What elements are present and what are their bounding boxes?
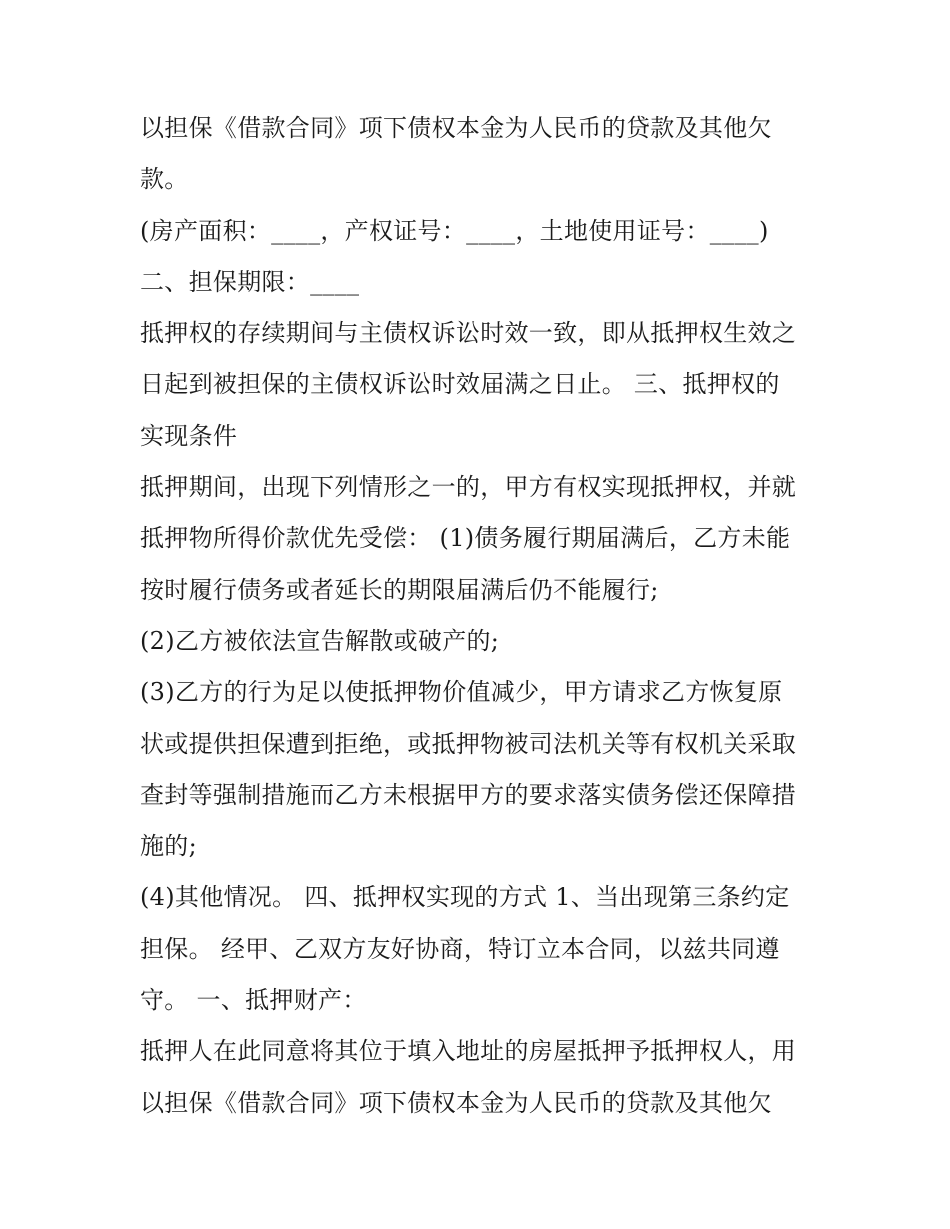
text-line: 抵押人在此同意将其位于填入地址的房屋抵押予抵押权人，用 bbox=[140, 1037, 797, 1066]
text-line: 查封等强制措施而乙方未根据甲方的要求落实债务偿还保障措 bbox=[140, 780, 797, 809]
document-body bbox=[140, 103, 820, 1129]
text-line: (3)乙方的行为足以使抵押物价值减少，甲方请求乙方恢复原 bbox=[140, 678, 783, 707]
text-line: (4)其他情况。 四、抵押权实现的方式 1、当出现第三条约定 bbox=[140, 883, 790, 912]
text-line: 二、担保期限：____ bbox=[140, 267, 360, 296]
text-line: 守。 一、抵押财产： bbox=[140, 986, 367, 1015]
text-line: 抵押权的存续期间与主债权诉讼时效一致，即从抵押权生效之 bbox=[140, 319, 797, 348]
text-line: (房产面积：____，产权证号：____，土地使用证号：____) bbox=[140, 216, 769, 245]
text-line: 抵押期间，出现下列情形之一的，甲方有权实现抵押权，并就 bbox=[140, 473, 797, 502]
text-line: 实现条件 bbox=[140, 421, 238, 450]
text-line: (2)乙方被依法宣告解散或破产的; bbox=[140, 626, 500, 655]
text-line: 按时履行债务或者延长的期限届满后仍不能履行; bbox=[140, 575, 659, 604]
text-line: 施的; bbox=[140, 832, 197, 861]
text-line: 状或提供担保遭到拒绝，或抵押物被司法机关等有权机关采取 bbox=[140, 729, 797, 758]
text-line: 抵押物所得价款优先受偿： (1)债务履行期届满后，乙方未能 bbox=[140, 524, 791, 553]
text-line: 日起到被担保的主债权诉讼时效届满之日止。 三、抵押权的 bbox=[140, 370, 780, 399]
text-line: 款。 bbox=[140, 165, 189, 194]
text-line: 以担保《借款合同》项下债权本金为人民币的贷款及其他欠 bbox=[140, 114, 772, 142]
text-line: 以担保《借款合同》项下债权本金为人民币的贷款及其他欠 bbox=[140, 1088, 772, 1117]
text-line: 担保。 经甲、乙双方友好协商，特订立本合同，以兹共同遵 bbox=[140, 934, 780, 963]
